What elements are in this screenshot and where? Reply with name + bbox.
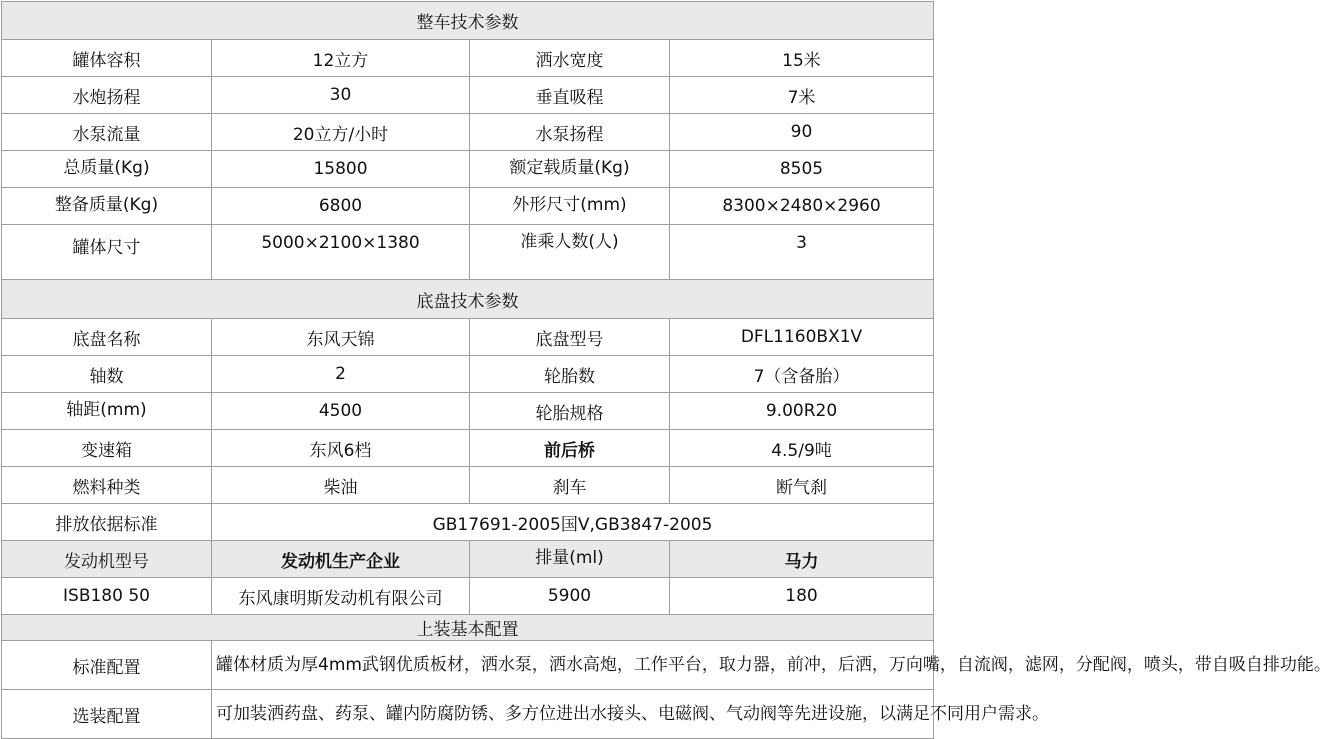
chassis-section-title: 底盘技术参数 [2, 280, 934, 319]
tank-size-value: 5000×2100×1380 [212, 225, 470, 280]
passengers-value: 3 [670, 225, 934, 280]
engine-header-row [2, 541, 934, 578]
gearbox-label: 变速箱 [2, 430, 212, 467]
brake-value: 断气刹 [670, 467, 934, 504]
emission-label: 排放依据标准 [2, 504, 212, 541]
power-label: 马力 [670, 541, 934, 578]
axles-label: 轴数 [2, 356, 212, 393]
engine-model-value: ISB180 50 [2, 578, 212, 615]
table-row [2, 77, 934, 114]
table-row [2, 188, 934, 225]
power-value: 180 [670, 578, 934, 615]
standard-config-label: 标准配置 [2, 641, 212, 690]
suction-label: 垂直吸程 [470, 77, 670, 114]
displacement-label: 排量(ml) [470, 541, 670, 578]
dimensions-value: 8300×2480×2960 [670, 188, 934, 225]
table-row [2, 578, 934, 615]
suction-value: 7米 [670, 77, 934, 114]
standard-config-value: 罐体材质为厚4mm武钢优质板材，洒水泵，洒水高炮，工作平台，取力器，前冲，后洒，万向嘴，自流阀，滤网，分配阀，喷头，带自吸自排功能。 [212, 641, 934, 690]
table-row [2, 467, 934, 504]
config-section-title: 上装基本配置 [2, 615, 934, 641]
optional-config-value: 可加装洒药盘、药泵、罐内防腐防锈、多方位进出水接头、电磁阀、气动阀等先进设施，以满足不同用户需求。 [212, 690, 934, 739]
tires-value: 7（含备胎） [670, 356, 934, 393]
engine-maker-label: 发动机生产企业 [212, 541, 470, 578]
cannon-range-label: 水炮扬程 [2, 77, 212, 114]
total-mass-value: 15800 [212, 151, 470, 188]
table-row [2, 641, 934, 690]
section-header-config [2, 615, 934, 641]
table-row [2, 319, 934, 356]
chassis-model-label: 底盘型号 [470, 319, 670, 356]
table-row [2, 690, 934, 739]
brake-label: 刹车 [470, 467, 670, 504]
spec-table [1, 1, 1331, 739]
tire-spec-label: 轮胎规格 [470, 393, 670, 430]
pump-head-label: 水泵扬程 [470, 114, 670, 151]
wheelbase-label: 轴距(mm) [2, 393, 212, 430]
gearbox-value: 东风6档 [212, 430, 470, 467]
total-mass-label: 总质量(Kg) [2, 151, 212, 188]
optional-config-label: 选装配置 [2, 690, 212, 739]
rated-load-label: 额定载质量(Kg) [470, 151, 670, 188]
displacement-value: 5900 [470, 578, 670, 615]
pump-flow-label: 水泵流量 [2, 114, 212, 151]
table-row [2, 430, 934, 467]
emission-value: GB17691-2005国Ⅴ,GB3847-2005 [212, 504, 934, 541]
table-row [2, 114, 934, 151]
chassis-model-value: DFL1160BX1V [670, 319, 934, 356]
engine-maker-value: 东风康明斯发动机有限公司 [212, 578, 470, 615]
axles-value: 2 [212, 356, 470, 393]
wheelbase-value: 4500 [212, 393, 470, 430]
fuel-value: 柴油 [212, 467, 470, 504]
spray-width-label: 洒水宽度 [470, 40, 670, 77]
axle-load-label: 前后桥 [470, 430, 670, 467]
engine-model-label: 发动机型号 [2, 541, 212, 578]
tank-volume-value: 12立方 [212, 40, 470, 77]
curb-mass-label: 整备质量(Kg) [2, 188, 212, 225]
tires-label: 轮胎数 [470, 356, 670, 393]
pump-head-value: 90 [670, 114, 934, 151]
tank-volume-label: 罐体容积 [2, 40, 212, 77]
cannon-range-value: 30 [212, 77, 470, 114]
passengers-label: 准乘人数(人) [470, 225, 670, 280]
section-header-vehicle [2, 2, 934, 40]
table-row [2, 40, 934, 77]
vehicle-section-title: 整车技术参数 [2, 2, 934, 40]
chassis-name-value: 东风天锦 [212, 319, 470, 356]
table-row [2, 356, 934, 393]
table-row [2, 225, 934, 280]
axle-load-value: 4.5/9吨 [670, 430, 934, 467]
table-row [2, 393, 934, 430]
chassis-name-label: 底盘名称 [2, 319, 212, 356]
spray-width-value: 15米 [670, 40, 934, 77]
tank-size-label: 罐体尺寸 [2, 225, 212, 280]
curb-mass-value: 6800 [212, 188, 470, 225]
dimensions-label: 外形尺寸(mm) [470, 188, 670, 225]
tire-spec-value: 9.00R20 [670, 393, 934, 430]
table-row [2, 504, 934, 541]
table-row [2, 151, 934, 188]
pump-flow-value: 20立方/小时 [212, 114, 470, 151]
section-header-chassis [2, 280, 934, 319]
fuel-label: 燃料种类 [2, 467, 212, 504]
rated-load-value: 8505 [670, 151, 934, 188]
